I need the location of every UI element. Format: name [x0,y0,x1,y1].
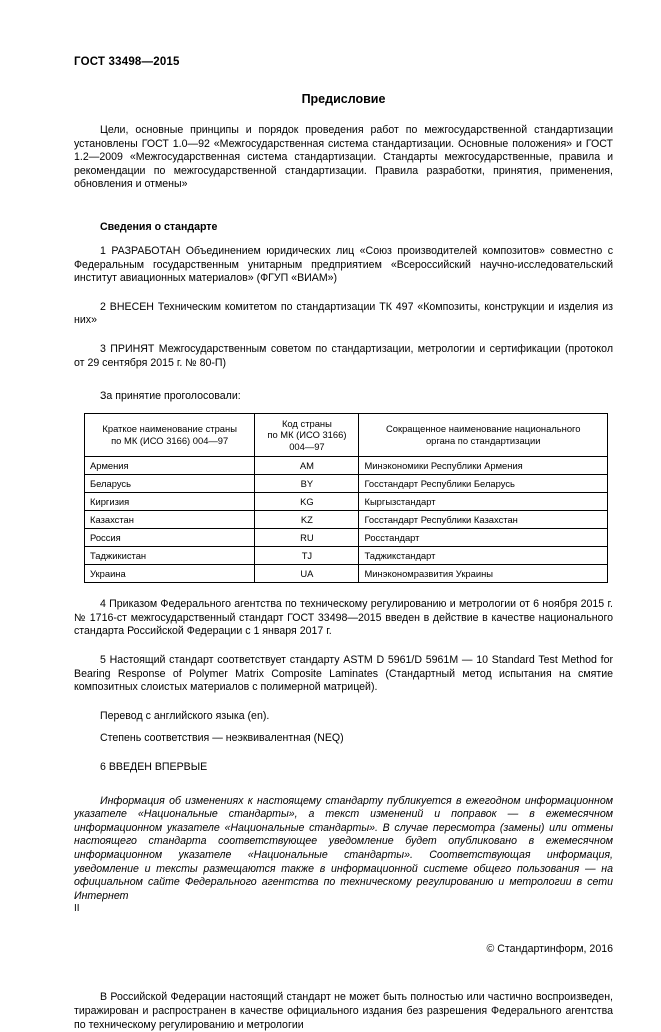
standard-info-item-1: 1 РАЗРАБОТАН Объединением юридических лиц «Союз производителей композитов» совместно с Федеральным государственным унитарным предприятием «Всероссийский научно-исследовательский институт авиационных материалов» (ФГУП «ВИАМ») [74,244,613,285]
table-header-body [359,413,608,457]
table-row [85,511,608,529]
table-header-country-line2: по МК (ИСО 3166) 004—97 [111,434,229,446]
table-row [85,565,608,583]
cell-country: Армения [85,457,255,475]
standard-info-item-3: 3 ПРИНЯТ Межгосударственным советом по стандартизации, метрологии и сертификации (протокол от 29 сентября 2015 г. № 80-П) [74,342,613,369]
standard-info-item-6: 6 ВВЕДЕН ВПЕРВЫЕ [100,760,208,773]
table-header-code [255,413,359,457]
cell-code: KG [255,493,359,511]
cell-code: BY [255,475,359,493]
standard-info-item-4: 4 Приказом Федерального агентства по техническому регулированию и метрологии от 6 ноября 2015 г. № 1716-ст межгосударственный стандарт ГОСТ 33498—2015 введен в действие в качестве национального стандарта Российской Федерации с 1 января 2017 г. [74,598,613,638]
cell-code: RU [255,529,359,547]
standard-info-item-5-note-2: Степень соответствия — неэквивалентная (NEQ) [100,732,344,745]
cell-body: Таджикстандарт [359,547,608,565]
cell-country: Таджикистан [85,547,255,565]
cell-body: Минэкономразвития Украины [359,565,608,583]
cell-code: KZ [255,511,359,529]
cell-code: TJ [255,547,359,565]
intro-paragraph: Цели, основные принципы и порядок проведения работ по межгосударственной стандартизации установлены ГОСТ 1.0—92 «Межгосударственная система стандартизации. Основные положения» и ГОСТ 1.2—2009 «Межгосударственная система стандартизации. Стандарты межгосударственные, правила и рекомендации по межгосударственной стандартизации. Правила разработки, принятия, применения, обновления и отмены» [74,124,613,191]
document-header [74,56,613,68]
cell-body: Минэкономики Республики Армения [359,457,608,475]
change-notice [74,795,613,904]
vote-table [84,413,608,584]
cell-country: Украина [85,565,255,583]
cell-country: Казахстан [85,511,255,529]
standard-info-heading: Сведения о стандарте [100,220,218,233]
table-header-code-line2: по МК (ИСО 3166) 004—97 [267,429,347,452]
table-header-body-line2: органа по стандартизации [425,434,541,446]
standard-info-item-5-note-1: Перевод с английского языка (en). [100,709,270,722]
cell-body: Росстандарт [359,529,608,547]
change-notice-paragraph: Информация об изменениях к настоящему стандарту публикуется в ежегодном информационном указателе «Национальные стандарты», а текст изменений и поправок — в ежемесячном информационном указателе «Национальные стандарты». В случае пересмотра (замены) или отмены настоящего стандарта соответствующее уведомление будет опубликовано в ежемесячном информационном указателе «Национальные стандарты». Соответствующая информация, уведомление и тексты размещаются также в информационной системе общего пользования — на официальном сайте Федерального агентства по техническому регулированию и метрологии в сети Интернет [74,794,613,902]
standard-info-item-5: 5 Настоящий стандарт соответствует стандарту ASTM D 5961/D 5961M — 10 Standard Test Method for Bearing Response of Polymer Matrix Composite Laminates (Стандартный метод испытания на смятие композитных слоистых материалов с полимерной матрицей). [74,654,613,694]
table-row [85,475,608,493]
table-row [85,547,608,565]
copyright-line: © Стандартинформ, 2016 [486,943,613,956]
document-header-text: ГОСТ 33498—2015 [74,56,180,68]
reproduction-notice [74,991,613,1032]
cell-body: Госстандарт Республики Казахстан [359,511,608,529]
table-row [85,493,608,511]
vote-intro: За принятие проголосовали: [100,390,241,403]
page-number: II [74,903,80,914]
table-header-country-line1: Краткое наименование страны [102,423,237,435]
reproduction-notice-paragraph: В Российской Федерации настоящий стандарт не может быть полностью или частично воспроизведен, тиражирован и распространен в качестве официального издания без разрешения Федерального агентства по техническому регулированию и метрологии [74,991,613,1031]
cell-country: Беларусь [85,475,255,493]
cell-body: Кыргызстандарт [359,493,608,511]
table-header-row [85,413,608,457]
table-header-code-line1: Код страны [281,417,332,429]
table-header-country [85,413,255,457]
cell-country: Киргизия [85,493,255,511]
table-row [85,457,608,475]
cell-code: UA [255,565,359,583]
standard-info-item-2: 2 ВНЕСЕН Техническим комитетом по стандартизации ТК 497 «Композиты, конструкции и изделия из них» [74,300,613,327]
cell-body: Госстандарт Республики Беларусь [359,475,608,493]
table-row [85,529,608,547]
cell-code: AM [255,457,359,475]
page-title: Предисловие [301,92,386,106]
table-header-body-line1: Сокращенное наименование национального [385,423,581,435]
cell-country: Россия [85,529,255,547]
